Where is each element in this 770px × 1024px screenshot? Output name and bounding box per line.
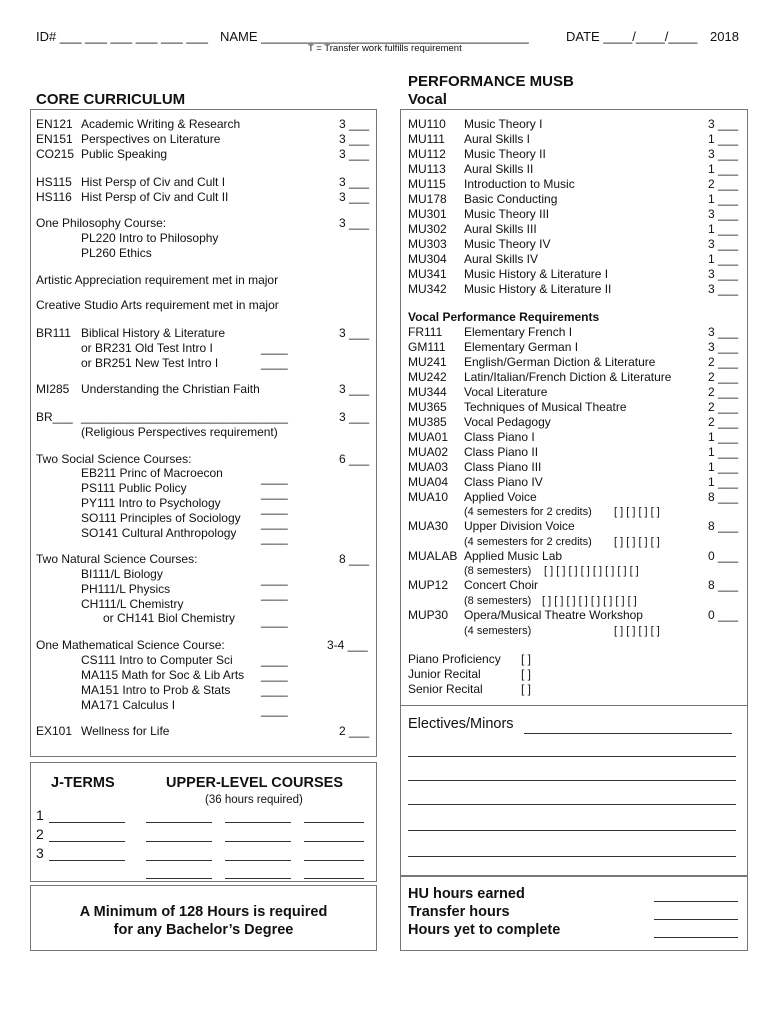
vocal-course-row (408, 549, 744, 564)
course-code: GM111 (408, 340, 446, 354)
credit-field[interactable]: 3 ___ (339, 382, 370, 396)
blank-field[interactable]: ____ (261, 531, 288, 545)
course-code: MU178 (408, 192, 447, 206)
course-row (36, 326, 376, 341)
minimum-box (30, 885, 377, 951)
option-text: MA151 Intro to Prob & Stats (81, 683, 231, 697)
course-row (36, 147, 376, 162)
course-code: HS115 (36, 175, 72, 189)
name-field[interactable]: NAME _____________________________________ (220, 29, 529, 44)
course-row (36, 117, 376, 132)
milestone-row (408, 667, 608, 682)
credit-field[interactable]: 8 ___ (708, 578, 739, 592)
blank-field[interactable]: ____ (261, 501, 288, 515)
semester-checkboxes[interactable]: [ ] [ ] [ ] [ ] (614, 536, 660, 548)
credit-field[interactable]: 3 ___ (708, 267, 739, 281)
blank-field[interactable]: ____ (261, 587, 288, 601)
course-code: MU115 (408, 177, 446, 191)
jterm-slot-1-field[interactable] (49, 822, 125, 823)
course-title: Introduction to Music (464, 177, 575, 191)
semester-note: (8 semesters) (464, 595, 532, 607)
credit-field[interactable]: 3 ___ (339, 190, 370, 204)
option-item (81, 653, 321, 668)
semester-checkboxes[interactable]: [ ] [ ] [ ] [ ] (614, 625, 660, 637)
course-code: BR111 (36, 326, 71, 340)
electives-line[interactable] (408, 804, 736, 805)
music-course-row (408, 207, 744, 222)
course-row (36, 382, 376, 397)
course-title: Aural Skills II (464, 162, 534, 176)
course-title: Biblical History & Literature (81, 326, 226, 340)
course-title: Latin/Italian/French Diction & Literature (464, 370, 672, 384)
jterms-title: J-TERMS (51, 775, 115, 791)
option-item (81, 466, 321, 485)
option-text: SO141 Cultural Anthropology (81, 526, 237, 540)
date-field[interactable]: DATE ____/____/____ (566, 29, 698, 44)
blank-field[interactable]: ____ (261, 356, 288, 370)
course-title: Vocal Literature (464, 385, 548, 399)
credit-field[interactable]: 0 ___ (708, 608, 739, 622)
course-code: MU304 (408, 252, 447, 266)
core-title: CORE CURRICULUM (36, 91, 186, 108)
semester-note: (4 semesters for 2 credits) (464, 536, 592, 548)
social-heading-row (36, 452, 376, 467)
semester-note-row (464, 564, 694, 579)
credit-field[interactable]: 3 ___ (339, 132, 370, 146)
credit-field[interactable]: 3 ___ (339, 410, 370, 424)
credit-field[interactable]: 1 ___ (708, 132, 739, 146)
semester-checkboxes[interactable]: [ ] [ ] [ ] [ ] [ ] [ ] [ ] [ ] (544, 565, 639, 577)
option-item: PL260 Ethics (81, 246, 152, 260)
hours-earned-field[interactable] (654, 901, 738, 902)
music-course-row (408, 222, 744, 237)
music-course-row (408, 282, 744, 297)
option-text: or BR231 Old Test Intro I (81, 341, 213, 355)
semester-note-row (464, 535, 694, 550)
credit-field[interactable]: 8 ___ (708, 519, 739, 533)
option-item (81, 698, 321, 717)
course-code: MUA01 (408, 430, 449, 444)
course-code: MU302 (408, 222, 447, 236)
social-heading: Two Social Science Courses: (36, 452, 192, 466)
music-course-row (408, 147, 744, 162)
option-item: PL220 Intro to Philosophy (81, 231, 219, 245)
jterm-slot-3-field[interactable] (49, 860, 125, 861)
credit-field[interactable]: 1 ___ (708, 460, 739, 474)
course-code: MU365 (408, 400, 447, 414)
upper-level-field[interactable] (304, 878, 364, 879)
option-item (81, 683, 321, 698)
hours-earned-label: HU hours earned (408, 886, 525, 902)
transfer-hours-label: Transfer hours (408, 904, 510, 920)
course-code: MU111 (408, 132, 445, 146)
option-item: CH111/L Chemistry (81, 597, 184, 611)
option-text: MA115 Math for Soc & Lib Arts (81, 668, 245, 682)
vocal-course-row (408, 578, 744, 593)
music-course-row (408, 267, 744, 282)
credit-field[interactable]: 2 ___ (708, 385, 739, 399)
credit-field[interactable]: 1 ___ (708, 222, 739, 236)
course-title: Academic Writing & Research (81, 117, 241, 131)
jterm-slot-2-field[interactable] (49, 841, 125, 842)
credit-field[interactable]: 3 ___ (339, 216, 370, 230)
electives-line[interactable] (408, 830, 736, 831)
hours-remaining-label: Hours yet to complete (408, 922, 561, 938)
performance-title: PERFORMANCE MUSB (408, 73, 574, 90)
option-text: PH111/L Physics (81, 582, 171, 596)
credit-field[interactable]: 1 ___ (708, 162, 739, 176)
music-course-row (408, 252, 744, 267)
course-title: Concert Choir (464, 578, 539, 592)
course-title: Class Piano IV (464, 475, 543, 489)
course-title: Music Theory II (464, 147, 546, 161)
credit-field[interactable]: 3 ___ (708, 325, 739, 339)
electives-field[interactable] (524, 733, 732, 734)
course-title: Opera/Musical Theatre Workshop (464, 608, 643, 622)
upper-level-field[interactable] (225, 860, 291, 861)
course-title: Perspectives on Literature (81, 132, 221, 146)
course-code: FR111 (408, 325, 443, 339)
upper-level-field[interactable] (304, 860, 364, 861)
core-box (30, 109, 377, 757)
vocal-course-row (408, 490, 744, 505)
electives-box (400, 706, 748, 876)
jterm-slot-label: 2 (36, 826, 44, 842)
course-title-blank[interactable]: _______________________________ (81, 410, 288, 424)
course-title: Music Theory IV (464, 237, 551, 251)
course-title: Class Piano III (464, 460, 542, 474)
option-text: PS111 Public Policy (81, 481, 187, 495)
option-text: or BR251 New Test Intro I (81, 356, 219, 370)
music-course-row (408, 162, 744, 177)
vocal-course-row (408, 355, 744, 370)
math-heading: One Mathematical Science Course: (36, 638, 225, 652)
philosophy-heading-row (36, 216, 376, 231)
music-course-row (408, 177, 744, 192)
course-row (36, 132, 376, 147)
course-code: HS116 (36, 190, 72, 204)
credit-field[interactable]: 8 ___ (339, 552, 370, 566)
transfer-hours-field[interactable] (654, 919, 738, 920)
semester-note: (4 semesters) (464, 625, 532, 637)
option-text: CS111 Intro to Computer Sci (81, 653, 233, 667)
course-code: MU341 (408, 267, 447, 281)
milestone-row (408, 682, 608, 697)
course-title: Aural Skills IV (464, 252, 539, 266)
course-code: MUA10 (408, 490, 449, 504)
religious-note: (Religious Perspectives requirement) (81, 425, 278, 439)
vocal-course-row (408, 415, 744, 430)
jterm-slot-label: 3 (36, 845, 44, 861)
course-title: Understanding the Christian Faith (81, 382, 260, 396)
course-code: EN121 (36, 117, 73, 131)
course-row (36, 175, 376, 190)
semester-note: (8 semesters) (464, 565, 532, 577)
vocal-course-row (408, 475, 744, 490)
course-title: Class Piano I (464, 430, 535, 444)
course-code: MU242 (408, 370, 447, 384)
semester-note-row (464, 505, 694, 520)
credit-field[interactable]: 2 ___ (708, 370, 739, 384)
artistic-note: Artistic Appreciation requirement met in major (36, 273, 279, 287)
course-title: Music History & Literature II (464, 282, 612, 296)
course-code: MU385 (408, 415, 447, 429)
milestone-label: Senior Recital (408, 682, 483, 696)
upper-level-field[interactable] (225, 822, 291, 823)
course-code: MU113 (408, 162, 446, 176)
upper-level-field[interactable] (225, 878, 291, 879)
music-course-row (408, 117, 744, 132)
electives-line[interactable] (408, 756, 736, 757)
credit-field[interactable]: 3 ___ (708, 147, 739, 161)
upper-level-field[interactable] (146, 822, 212, 823)
course-title: Hist Persp of Civ and Cult I (81, 175, 226, 189)
course-title: Aural Skills I (464, 132, 531, 146)
option-item (81, 496, 321, 515)
milestone-label: Junior Recital (408, 667, 481, 681)
electives-line[interactable] (408, 780, 736, 781)
blank-field[interactable]: ____ (261, 516, 288, 530)
jterms-box (30, 762, 377, 882)
vocal-course-row (408, 400, 744, 415)
course-title: Wellness for Life (81, 724, 170, 738)
natural-heading: Two Natural Science Courses: (36, 552, 198, 566)
credit-field[interactable]: 3 ___ (339, 326, 370, 340)
option-item (81, 511, 321, 530)
vocal-course-row (408, 340, 744, 355)
music-course-row (408, 192, 744, 207)
electives-label: Electives/Minors (408, 716, 514, 732)
math-heading-row (36, 638, 376, 653)
option-item (81, 341, 371, 356)
option-item (81, 567, 321, 586)
vocal-course-row (408, 460, 744, 475)
credit-field[interactable]: 3 ___ (339, 147, 370, 161)
upper-level-note: (36 hours required) (205, 794, 303, 806)
vocal-course-row (408, 445, 744, 460)
electives-line[interactable] (408, 856, 736, 857)
vocal-heading: Vocal Performance Requirements (408, 310, 600, 324)
course-code: MUP12 (408, 578, 449, 592)
credit-field[interactable]: 2 ___ (708, 355, 739, 369)
course-code: MU110 (408, 117, 446, 131)
course-code[interactable]: BR___ (36, 410, 73, 424)
course-title: Techniques of Musical Theatre (464, 400, 627, 414)
upper-level-field[interactable] (304, 841, 364, 842)
credit-field[interactable]: 1 ___ (708, 445, 739, 459)
semester-note-row (464, 624, 694, 639)
credit-field[interactable]: 2 ___ (708, 400, 739, 414)
option-item (103, 611, 323, 626)
milestone-checkbox[interactable]: [ ] (521, 667, 532, 681)
vocal-course-row (408, 519, 744, 534)
vocal-course-row (408, 608, 744, 623)
performance-subtitle: Vocal (408, 91, 447, 108)
course-title: Public Speaking (81, 147, 168, 161)
course-code: MU241 (408, 355, 447, 369)
course-title: Applied Voice (464, 490, 537, 504)
jterm-slot-label: 1 (36, 807, 44, 823)
course-row (36, 190, 376, 205)
vocal-course-row (408, 430, 744, 445)
music-course-row (408, 132, 744, 147)
year-label: 2018 (710, 29, 739, 44)
option-text: MA171 Calculus I (81, 698, 176, 712)
blank-field[interactable]: ____ (261, 653, 288, 667)
milestone-row (408, 652, 608, 667)
credit-field[interactable]: 2 ___ (708, 415, 739, 429)
option-item (81, 526, 321, 545)
id-field[interactable]: ID# ___ ___ ___ ___ ___ ___ (36, 29, 209, 44)
blank-field[interactable]: ____ (261, 683, 288, 697)
option-item (81, 481, 321, 500)
course-code: MI285 (36, 382, 70, 396)
course-title: Elementary German I (464, 340, 579, 354)
option-text: BI111/L Biology (81, 567, 163, 581)
course-code: MU301 (408, 207, 447, 221)
music-course-row (408, 237, 744, 252)
course-title: Upper Division Voice (464, 519, 575, 533)
minimum-line-2: for any Bachelor’s Degree (113, 922, 294, 938)
credit-field[interactable]: 3 ___ (708, 117, 739, 131)
course-title: Hist Persp of Civ and Cult II (81, 190, 229, 204)
credit-field[interactable]: 3-4 ___ (327, 638, 368, 652)
upper-level-field[interactable] (304, 822, 364, 823)
course-code: MUA03 (408, 460, 449, 474)
semester-note-row (464, 594, 694, 609)
semester-checkboxes[interactable]: [ ] [ ] [ ] [ ] (614, 506, 660, 518)
credit-field[interactable]: 1 ___ (708, 430, 739, 444)
natural-heading-row (36, 552, 376, 567)
option-item (81, 356, 371, 371)
course-title: Vocal Pedagogy (464, 415, 551, 429)
semester-checkboxes[interactable]: [ ] [ ] [ ] [ ] [ ] [ ] [ ] [ ] (542, 595, 637, 607)
milestone-checkbox[interactable]: [ ] (521, 682, 532, 696)
transfer-note: T = Transfer work fulfills requirement (308, 43, 462, 54)
course-code: MU342 (408, 282, 447, 296)
credit-field[interactable]: 3 ___ (708, 340, 739, 354)
vocal-course-row (408, 370, 744, 385)
credit-field[interactable]: 1 ___ (708, 192, 739, 206)
upper-level-title: UPPER-LEVEL COURSES (166, 775, 343, 791)
blank-field[interactable]: ____ (261, 471, 288, 485)
course-code: CO215 (36, 147, 75, 161)
credit-field[interactable]: 2 ___ (708, 177, 739, 191)
option-text: PY111 Intro to Psychology (81, 496, 221, 510)
credit-field[interactable]: 8 ___ (708, 490, 739, 504)
course-code: MU344 (408, 385, 447, 399)
blank-field[interactable]: ____ (261, 486, 288, 500)
upper-level-field[interactable] (146, 841, 212, 842)
course-code: EX101 (36, 724, 73, 738)
course-row (36, 724, 376, 739)
blank-field[interactable]: ____ (261, 572, 288, 586)
minimum-line-1: A Minimum of 128 Hours is required (79, 904, 328, 920)
course-title: Applied Music Lab (464, 549, 563, 563)
option-text: EB211 Princ of Macroecon (81, 466, 223, 480)
blank-field[interactable]: ____ (261, 668, 288, 682)
course-code: MU112 (408, 147, 446, 161)
credit-field[interactable]: 6 ___ (339, 452, 370, 466)
course-title: Aural Skills III (464, 222, 537, 236)
option-text: or CH141 Biol Chemistry (103, 611, 236, 625)
semester-note: (4 semesters for 2 credits) (464, 506, 592, 518)
course-code: EN151 (36, 132, 73, 146)
option-text: SO111 Principles of Sociology (81, 511, 241, 525)
credit-field[interactable]: 3 ___ (708, 282, 739, 296)
course-title: Elementary French I (464, 325, 573, 339)
hours-box (400, 876, 748, 951)
upper-level-field[interactable] (146, 860, 212, 861)
upper-level-field[interactable] (146, 878, 212, 879)
blank-field[interactable]: ____ (261, 614, 288, 628)
performance-box (400, 109, 748, 706)
blank-field[interactable]: ____ (261, 703, 288, 717)
course-code: MU303 (408, 237, 447, 251)
milestone-checkbox[interactable]: [ ] (521, 652, 532, 666)
option-item (81, 668, 321, 683)
course-title: Music Theory III (464, 207, 550, 221)
course-title: Class Piano II (464, 445, 539, 459)
hours-remaining-field[interactable] (654, 937, 738, 938)
credit-field[interactable]: 3 ___ (708, 237, 739, 251)
credit-field[interactable]: 2 ___ (339, 724, 370, 738)
course-code: MUA30 (408, 519, 449, 533)
credit-field[interactable]: 3 ___ (339, 175, 370, 189)
credit-field[interactable]: 1 ___ (708, 475, 739, 489)
credit-field[interactable]: 0 ___ (708, 549, 739, 563)
course-title: Music Theory I (464, 117, 543, 131)
upper-level-field[interactable] (225, 841, 291, 842)
philosophy-heading: One Philosophy Course: (36, 216, 167, 230)
vocal-course-row (408, 325, 744, 340)
option-item (81, 582, 321, 601)
course-title: Music History & Literature I (464, 267, 609, 281)
credit-field[interactable]: 1 ___ (708, 252, 739, 266)
course-code: MUALAB (408, 549, 458, 563)
vocal-course-row (408, 385, 744, 400)
blank-field[interactable]: ____ (261, 341, 288, 355)
course-title: Basic Conducting (464, 192, 558, 206)
course-code: MUA04 (408, 475, 449, 489)
credit-field[interactable]: 3 ___ (339, 117, 370, 131)
milestone-label: Piano Proficiency (408, 652, 501, 666)
course-code: MUA02 (408, 445, 449, 459)
credit-field[interactable]: 3 ___ (708, 207, 739, 221)
course-code: MUP30 (408, 608, 449, 622)
course-title: English/German Diction & Literature (464, 355, 656, 369)
course-row (36, 410, 376, 425)
creative-note: Creative Studio Arts requirement met in major (36, 298, 279, 312)
